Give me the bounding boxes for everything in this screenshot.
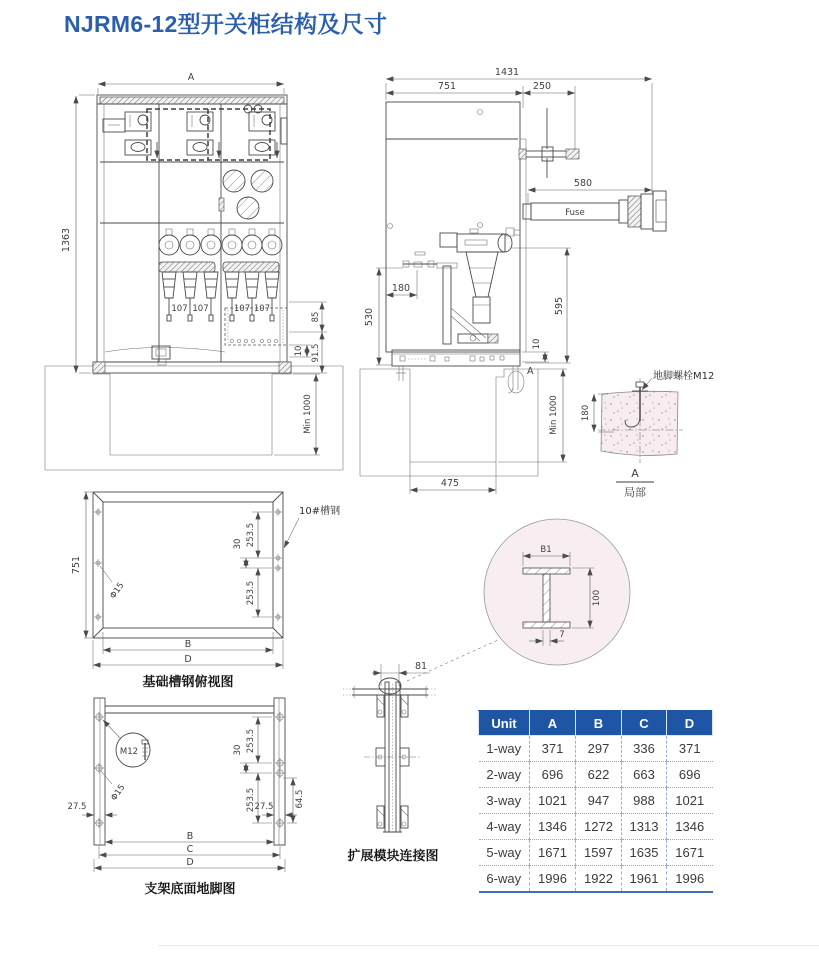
col-header-unit: Unit (479, 711, 530, 736)
channel-steel-callout: 10#槽钢 (299, 506, 341, 517)
cell-unit: 3-way (479, 788, 530, 814)
dim-label-d-support: D (186, 857, 194, 868)
dim-label-107-4: 107 (253, 304, 271, 314)
fuse-assembly (523, 191, 666, 231)
clamp-bar (403, 252, 437, 267)
dim-label-107-1: 107 (171, 304, 188, 314)
dim-label-250: 250 (532, 81, 552, 92)
support-base-plan-caption: 支架底面地脚图 (144, 881, 236, 896)
anchor-bolt-callout: 地脚螺栓M12 (653, 371, 715, 382)
dim-label-1431: 1431 (494, 67, 520, 78)
beam-section-detail (484, 519, 630, 665)
dim-label-107-2: 107 (192, 304, 209, 314)
cell-d: 1346 (667, 814, 713, 840)
dim-label-27-5-left: 27.5 (67, 802, 87, 812)
cable-curve (105, 348, 225, 353)
cell-b: 622 (576, 762, 622, 788)
bus-assembly-right (223, 262, 279, 272)
interlock-handle (519, 108, 579, 178)
hole-dia-label-plan: Φ15 (108, 580, 127, 601)
dim-label-180-detail: 180 (581, 404, 591, 422)
col-header-b: B (576, 711, 622, 736)
dim-label-81: 81 (415, 661, 428, 672)
dim-label-27-5-right: 27.5 (254, 802, 274, 812)
cell-c: 1635 (622, 840, 667, 866)
cell-unit: 6-way (479, 866, 530, 893)
base-channel-plan-caption: 基础槽钢俯视图 (142, 674, 234, 689)
cell-b: 1922 (576, 866, 622, 893)
dim-label-85: 85 (311, 311, 321, 323)
dim-label-107-3: 107 (233, 304, 251, 314)
dim-label-10-side: 10 (532, 338, 542, 350)
bay-units (125, 112, 287, 158)
cell-unit: 5-way (479, 840, 530, 866)
dim-label-b1: B1 (540, 545, 552, 555)
cell-c: 1961 (622, 866, 667, 893)
detail-a-caption: 局部 (624, 486, 646, 499)
base-frame (93, 362, 291, 373)
table-row-1way (479, 736, 713, 762)
dimension-table (478, 710, 713, 893)
busbar-strip (100, 97, 284, 104)
dim-label-530: 530 (364, 307, 375, 327)
detail-a-title: A (631, 467, 639, 480)
dim-label-253-5-l: 253.5 (246, 580, 256, 606)
cell-a: 696 (530, 762, 576, 788)
breaker-assembly (437, 228, 520, 344)
col-header-c: C (622, 711, 667, 736)
dim-label-b-plan: B (184, 639, 192, 650)
cell-d: 1021 (667, 788, 713, 814)
base-channel-side (392, 350, 520, 393)
hole-dia-label-support: Φ15 (109, 782, 128, 803)
table-row-6way (479, 866, 713, 893)
dim-label-min1000-front: Min 1000 (303, 394, 313, 434)
col-header-d: D (667, 711, 713, 736)
cell-c: 988 (622, 788, 667, 814)
cell-a: 1996 (530, 866, 576, 893)
table-row-3way (479, 788, 713, 814)
front-view (45, 72, 343, 470)
dim-label-253-5-l2: 253.5 (246, 787, 256, 813)
cell-a: 371 (530, 736, 576, 762)
cell-unit: 4-way (479, 814, 530, 840)
dim-label-595: 595 (554, 296, 565, 316)
cell-c: 1313 (622, 814, 667, 840)
expansion-module (343, 640, 498, 863)
dim-label-a: A (187, 72, 195, 83)
dim-label-c-support: C (186, 844, 194, 855)
dim-label-751-side: 751 (437, 81, 457, 92)
dim-label-100: 100 (592, 589, 602, 607)
middle-connector (364, 748, 421, 766)
col-header-a: A (530, 711, 576, 736)
fuse-label: Fuse (565, 208, 585, 218)
cell-unit: 1-way (479, 736, 530, 762)
table-header-row (479, 711, 713, 736)
detail-a-marker-ellipse (508, 371, 524, 393)
bus-assembly-left (159, 262, 215, 272)
ground-hatch-front (45, 366, 343, 470)
anchor-bolt-detail (581, 369, 714, 499)
cell-d: 371 (667, 736, 713, 762)
dim-label-751-plan: 751 (71, 555, 82, 575)
cell-a: 1346 (530, 814, 576, 840)
table-row-5way (479, 840, 713, 866)
dim-label-30-plan: 30 (233, 538, 243, 550)
ground-hatch-side (360, 369, 538, 476)
dim-label-7: 7 (559, 630, 565, 640)
table-row-2way (479, 762, 713, 788)
dim-label-b-support: B (186, 831, 194, 842)
cell-d: 1671 (667, 840, 713, 866)
cell-b: 297 (576, 736, 622, 762)
cell-d: 1996 (667, 866, 713, 893)
dim-label-min1000-side: Min 1000 (549, 395, 559, 435)
cell-d: 696 (667, 762, 713, 788)
cell-unit: 2-way (479, 762, 530, 788)
page-title: NJRM6-12型开关柜结构及尺寸 (64, 11, 388, 37)
dim-label-64-5: 64.5 (295, 789, 305, 809)
cell-b: 947 (576, 788, 622, 814)
operating-mechanisms (159, 229, 282, 255)
dim-label-253-5-u: 253.5 (246, 522, 256, 548)
cell-c: 663 (622, 762, 667, 788)
cell-a: 1671 (530, 840, 576, 866)
table-row-4way (479, 814, 713, 840)
m12-bolt-glyph (142, 740, 148, 760)
dim-label-475: 475 (440, 478, 460, 489)
m12-callout-label: M12 (119, 747, 139, 757)
dim-label-180-side: 180 (391, 283, 411, 294)
cell-b: 1272 (576, 814, 622, 840)
dim-label-1363: 1363 (61, 227, 72, 253)
dim-label-30-support: 30 (233, 744, 243, 756)
dim-label-d-plan: D (184, 654, 192, 665)
dim-label-253-5-u2: 253.5 (246, 728, 256, 754)
bottom-divider (158, 945, 819, 946)
detail-a-marker-label: A (527, 366, 534, 377)
expansion-module-caption: 扩展模块连接图 (347, 848, 439, 863)
base-channel-plan (71, 492, 340, 689)
dim-label-10-front: 10 (294, 345, 304, 357)
dim-label-580: 580 (573, 178, 593, 189)
support-base-plan (68, 698, 305, 896)
cell-a: 1021 (530, 788, 576, 814)
dim-label-91-5: 91.5 (311, 343, 321, 363)
cell-c: 336 (622, 736, 667, 762)
ct-bushings (219, 170, 273, 219)
cell-b: 1597 (576, 840, 622, 866)
